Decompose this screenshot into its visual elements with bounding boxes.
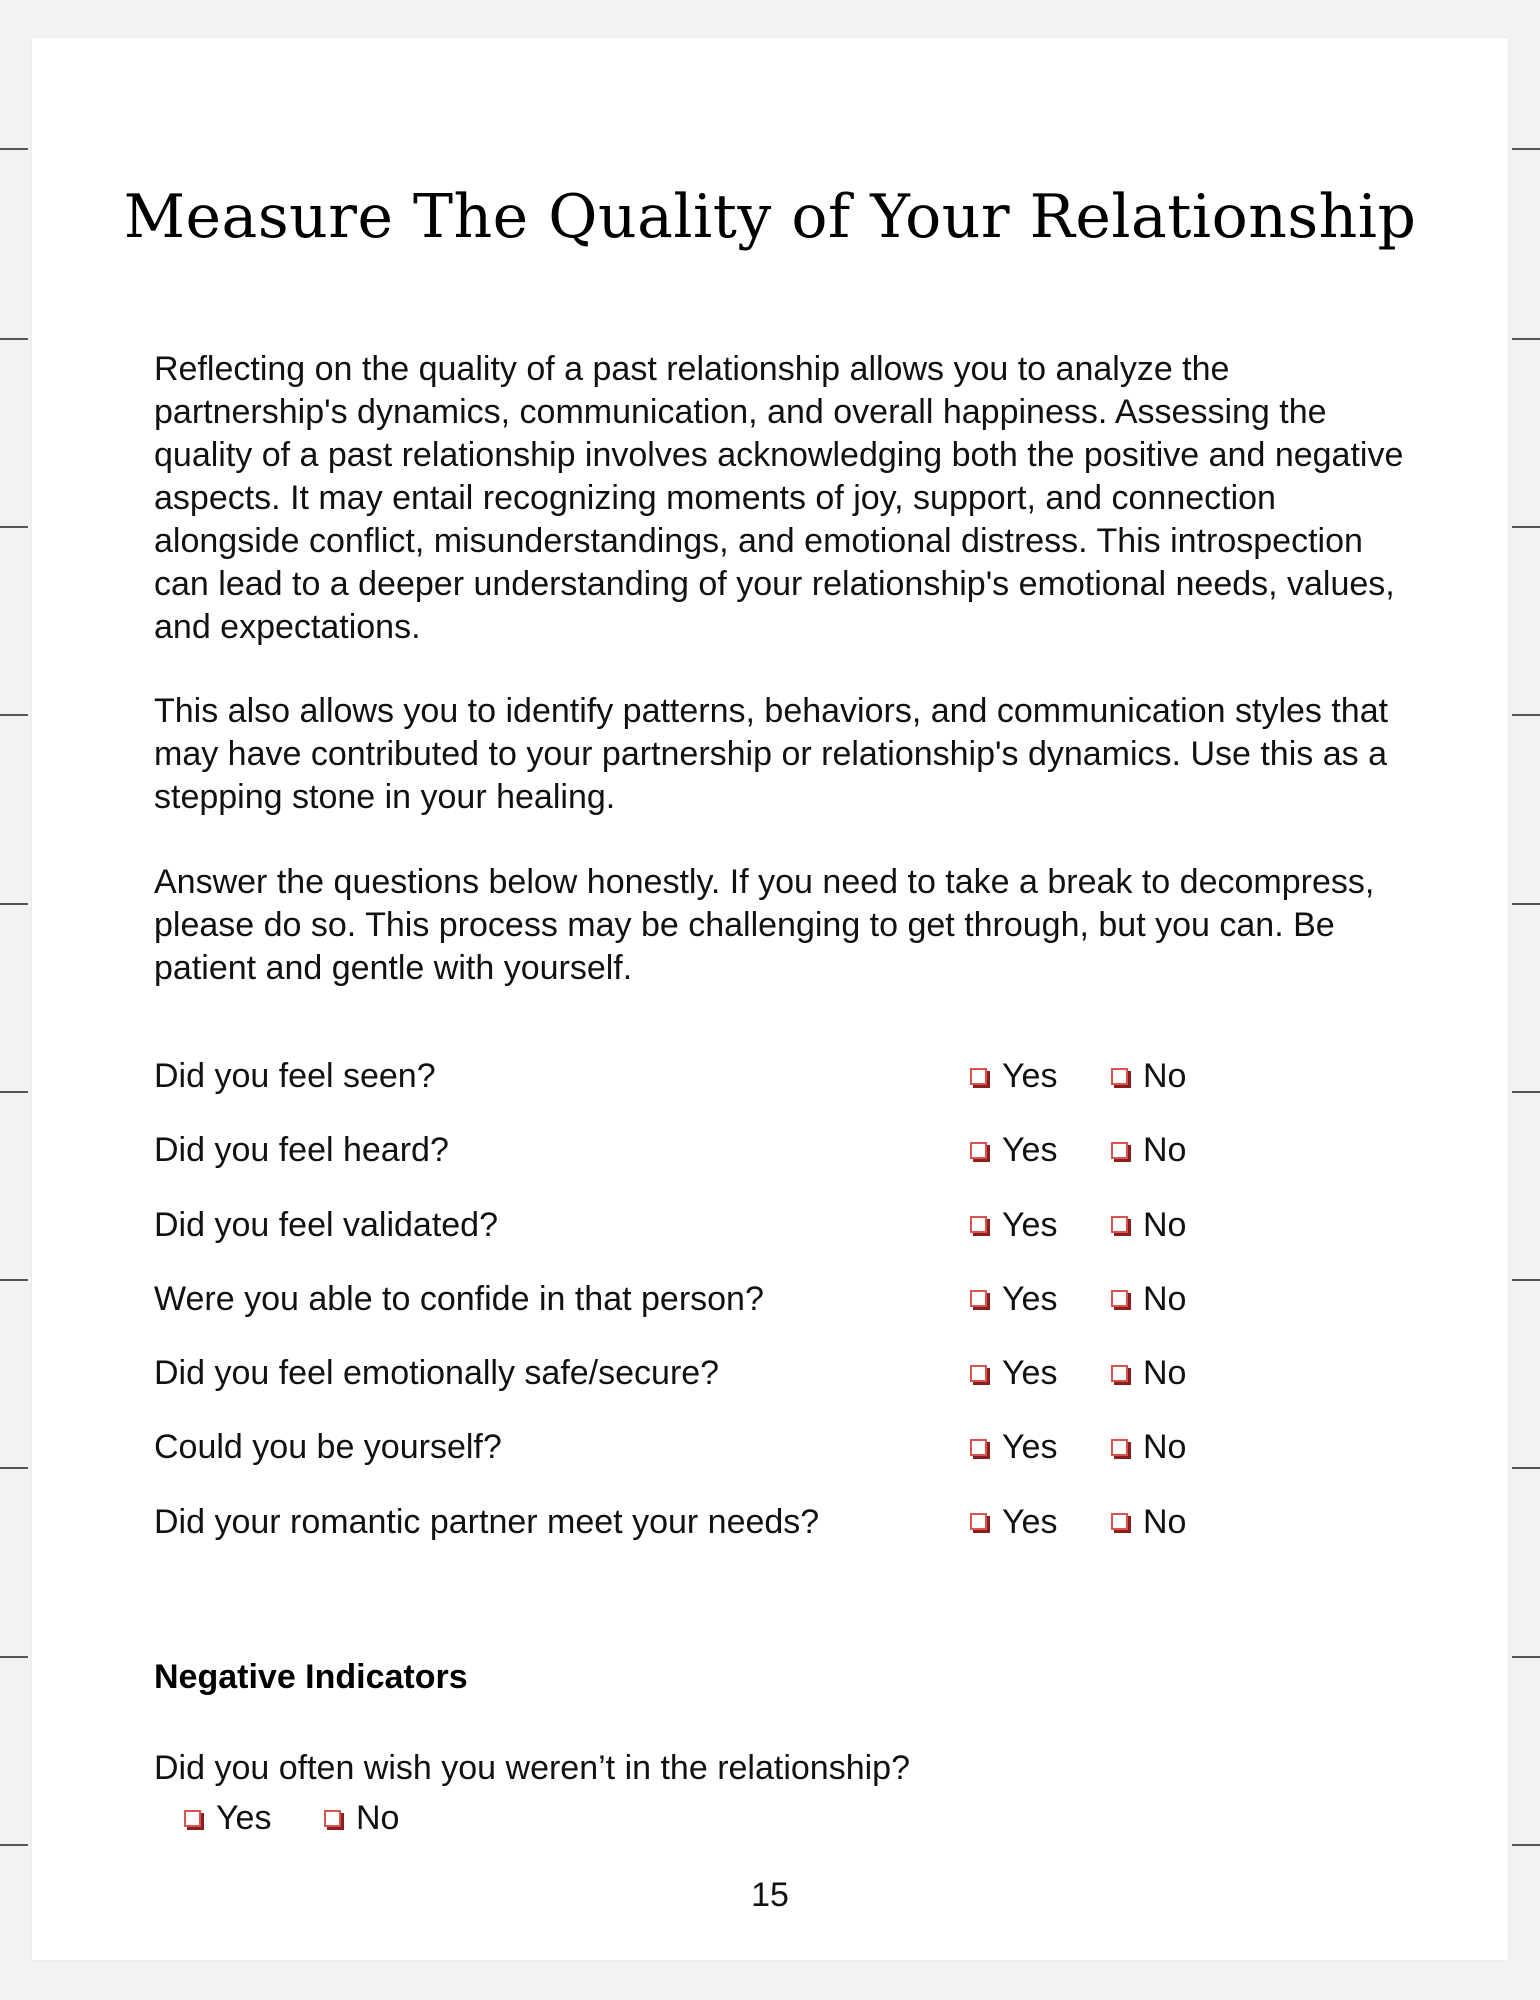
no-checkbox[interactable] (1111, 1068, 1128, 1085)
edge-mark (1512, 148, 1540, 150)
question-row (154, 1275, 1354, 1349)
no-checkbox[interactable] (1111, 1513, 1128, 1530)
question-row (154, 1126, 1354, 1200)
question-text: Did your romantic partner meet your needs? (154, 1502, 820, 1541)
question-text: Did you feel validated? (154, 1205, 499, 1244)
no-option[interactable] (1111, 1126, 1186, 1174)
yes-label: Yes (1002, 1131, 1058, 1170)
edge-mark (0, 714, 28, 716)
yes-option[interactable] (970, 1126, 1057, 1174)
no-checkbox[interactable] (324, 1810, 341, 1827)
no-option[interactable] (1111, 1201, 1186, 1249)
no-label: No (356, 1799, 400, 1837)
no-option[interactable] (1111, 1349, 1186, 1397)
question-text: Were you able to confide in that person? (154, 1279, 764, 1318)
yes-label: Yes (1002, 1279, 1058, 1318)
question-row (154, 1498, 1354, 1572)
no-label: No (1143, 1354, 1187, 1393)
edge-mark (1512, 338, 1540, 340)
edge-mark (1512, 1091, 1540, 1093)
page-number: 15 (751, 1876, 789, 1914)
yes-checkbox[interactable] (970, 1290, 987, 1307)
no-checkbox[interactable] (1111, 1290, 1128, 1307)
no-checkbox[interactable] (1111, 1142, 1128, 1159)
yes-option[interactable] (184, 1794, 271, 1842)
yes-checkbox[interactable] (970, 1439, 987, 1456)
question-row (154, 1201, 1354, 1275)
edge-mark (1512, 1656, 1540, 1658)
edge-mark (0, 526, 28, 528)
edge-mark (1512, 714, 1540, 716)
question-text: Did you feel seen? (154, 1057, 436, 1095)
edge-mark (1512, 1467, 1540, 1469)
yes-checkbox[interactable] (970, 1068, 987, 1085)
question-text: Could you be yourself? (154, 1428, 502, 1467)
edge-mark (0, 338, 28, 340)
yes-label: Yes (216, 1799, 272, 1837)
intro-paragraph-1: Reflecting on the quality of a past relationship allows you to analyze the partnership's dynamics, communication, and overall happiness. Assessing the quality of a past relationship involves acknowledging both the positive and negative aspects. It may entail recognizing moments of joy, support, and connection alongside conflict, misunderstandings, and emotional distress. This introspection can lead to a deeper understanding of your relationship's emotional needs, values, and expectations. (154, 350, 1404, 646)
yes-option[interactable] (970, 1498, 1057, 1546)
no-label: No (1143, 1428, 1187, 1467)
edge-mark (0, 1279, 28, 1281)
edge-mark (1512, 1279, 1540, 1281)
question-text: Did you feel emotionally safe/secure? (154, 1354, 720, 1393)
yes-checkbox[interactable] (970, 1216, 987, 1233)
yes-option[interactable] (970, 1423, 1057, 1471)
edge-mark (0, 1091, 28, 1093)
yes-option[interactable] (970, 1349, 1057, 1397)
no-label: No (1143, 1057, 1187, 1095)
edge-mark (0, 148, 28, 150)
yes-label: Yes (1002, 1502, 1058, 1541)
question-list (154, 1052, 1354, 1572)
yes-label: Yes (1002, 1354, 1058, 1393)
yes-option[interactable] (970, 1275, 1057, 1323)
no-checkbox[interactable] (1111, 1365, 1128, 1382)
yes-checkbox[interactable] (970, 1365, 987, 1382)
negative-question-text: Did you often wish you weren’t in the relationship? (154, 1749, 910, 1787)
question-text: Did you feel heard? (154, 1131, 449, 1170)
edge-mark (1512, 1844, 1540, 1846)
no-checkbox[interactable] (1111, 1439, 1128, 1456)
no-label: No (1143, 1205, 1187, 1244)
yes-checkbox[interactable] (970, 1142, 987, 1159)
yes-option[interactable] (970, 1052, 1057, 1100)
yes-label: Yes (1002, 1057, 1058, 1095)
question-row (154, 1052, 1354, 1126)
intro-paragraph-3: Answer the questions below honestly. If you need to take a break to decompress, please do so. This process may be challenging to get through, but you can. Be patient and gentle with yourself. (154, 863, 1375, 987)
question-row (154, 1349, 1354, 1423)
edge-mark (0, 1467, 28, 1469)
no-option[interactable] (1111, 1275, 1186, 1323)
no-label: No (1143, 1502, 1187, 1541)
no-option[interactable] (1111, 1423, 1186, 1471)
yes-label: Yes (1002, 1428, 1058, 1467)
yes-label: Yes (1002, 1205, 1058, 1244)
edge-mark (0, 903, 28, 905)
question-row (154, 1423, 1354, 1497)
edge-mark (0, 1844, 28, 1846)
no-option[interactable] (1111, 1052, 1186, 1100)
negative-indicators-heading: Negative Indicators (154, 1658, 468, 1696)
no-option[interactable] (324, 1794, 399, 1842)
edge-mark (1512, 903, 1540, 905)
intro-paragraph-2: This also allows you to identify patterns, behaviors, and communication styles that may have contributed to your partnership or relationship's dynamics. Use this as a stepping stone in your healing. (154, 692, 1389, 816)
page-title: Measure The Quality of Your Relationship (123, 182, 1417, 252)
edge-mark (1512, 526, 1540, 528)
yes-option[interactable] (970, 1201, 1057, 1249)
yes-checkbox[interactable] (970, 1513, 987, 1530)
no-label: No (1143, 1131, 1187, 1170)
negative-question-options (184, 1794, 584, 1842)
edge-mark (0, 1656, 28, 1658)
worksheet-page (32, 38, 1508, 1960)
no-option[interactable] (1111, 1498, 1186, 1546)
no-label: No (1143, 1279, 1187, 1318)
yes-checkbox[interactable] (184, 1810, 201, 1827)
no-checkbox[interactable] (1111, 1216, 1128, 1233)
